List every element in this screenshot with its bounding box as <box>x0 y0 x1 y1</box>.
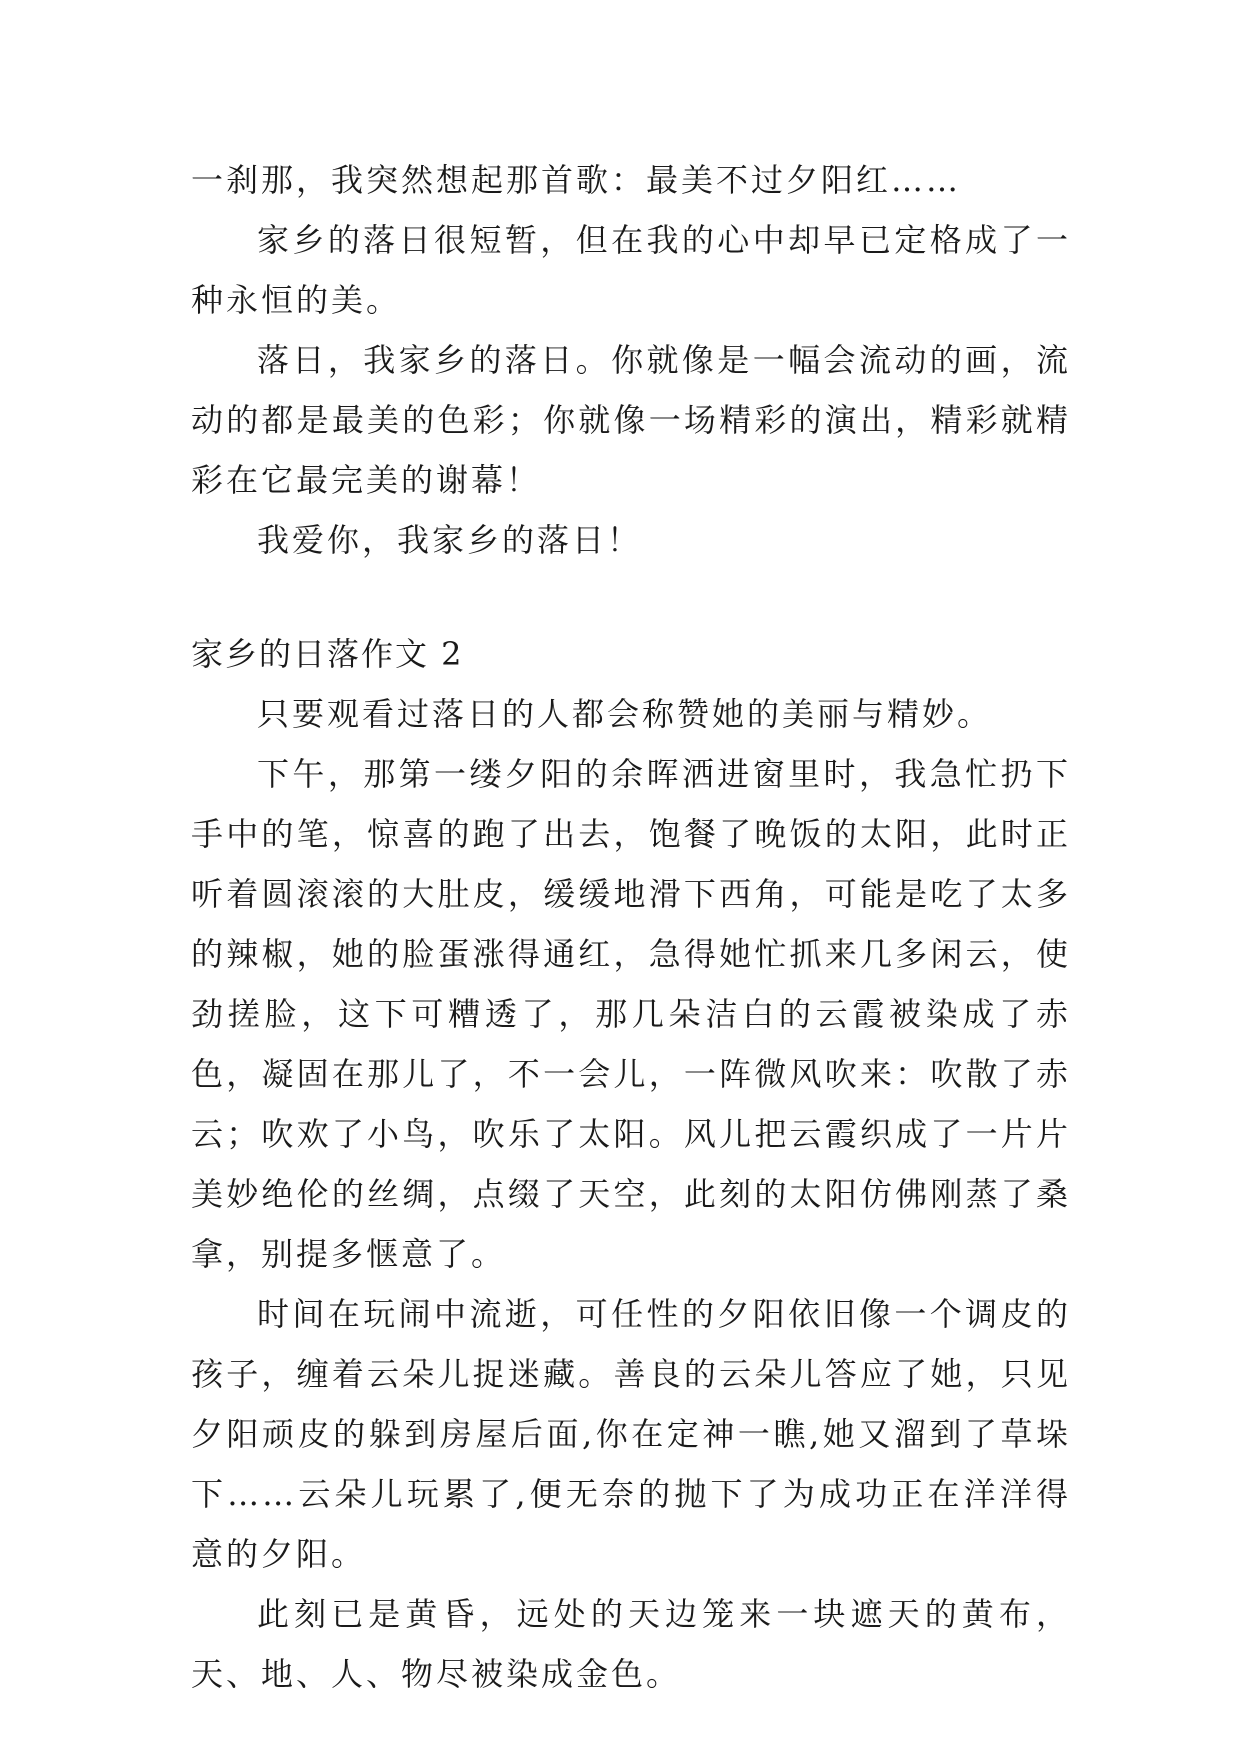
paragraph: 我爱你，我家乡的落日！ <box>257 521 643 559</box>
paragraph: 此刻已是黄昏，远处的天边笼来一块遮天的黄布，天、地、人、物尽被染成金色。 <box>191 1595 1071 1693</box>
paragraph: 一刹那，我突然想起那首歌：最美不过夕阳红…… <box>191 161 962 199</box>
paragraph: 时间在玩闹中流逝，可任性的夕阳依旧像一个调皮的孩子，缠着云朵儿捉迷藏。善良的云朵儿答应了她，只见夕阳顽皮的躲到房屋后面,你在定神一瞧,她又溜到了草垛下……云朵儿玩累了,便无奈的抛下了为成功正在洋洋得意的夕阳。 <box>191 1295 1071 1573</box>
section-spacer <box>191 570 1071 624</box>
paragraph: 只要观看过落日的人都会称赞她的美丽与精妙。 <box>257 695 993 733</box>
paragraph: 下午，那第一缕夕阳的余晖洒进窗里时，我急忙扔下手中的笔，惊喜的跑了出去，饱餐了晚饭的太阳，此时正听着圆滚滚的大肚皮，缓缓地滑下西角，可能是吃了太多的辣椒，她的脸蛋涨得通红，急得她忙抓来几多闲云，使劲搓脸，这下可糟透了，那几朵洁白的云霞被染成了赤色，凝固在那儿了，不一会儿，一阵微风吹来：吹散了赤云；吹欢了小鸟，吹乐了太阳。风儿把云霞织成了一片片美妙绝伦的丝绸，点缀了天空，此刻的太阳仿佛刚蒸了桑拿，别提多惬意了。 <box>191 755 1071 1273</box>
section-title: 家乡的日落作文 2 <box>191 635 464 673</box>
paragraph: 落日，我家乡的落日。你就像是一幅会流动的画，流动的都是最美的色彩；你就像一场精彩的演出，精彩就精彩在它最完美的谢幕！ <box>191 341 1071 499</box>
paragraph: 家乡的落日很短暂，但在我的心中却早已定格成了一种永恒的美。 <box>191 221 1071 319</box>
document-page <box>191 150 1071 1704</box>
